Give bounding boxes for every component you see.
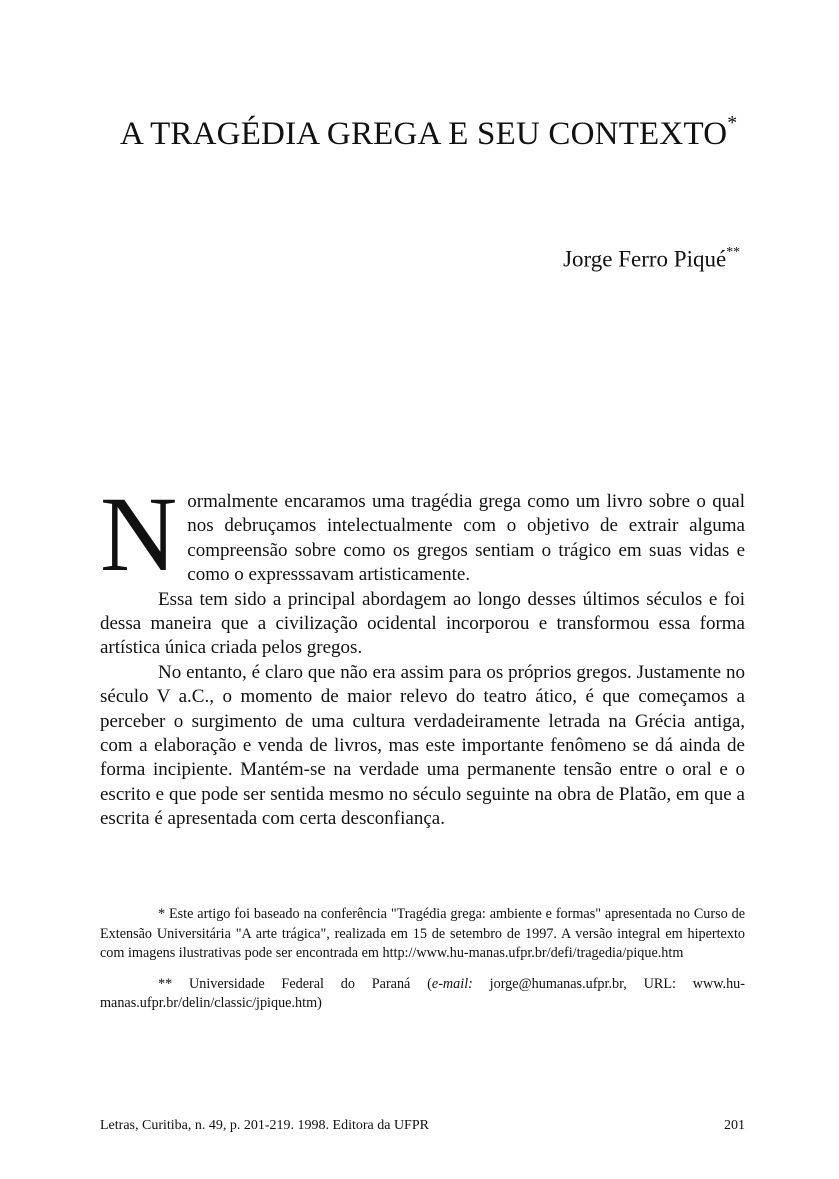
author-name [440,244,740,272]
paragraph-1-text: ormalmente encaramos uma tragédia grega como um livro sobre o qual nos debruçamos intelectualmente com o objetivo de extrair alguma compreensão sobre como os gregos sentiam o trágico em suas vidas e como o expresssavam artisticamente. [187,491,745,586]
journal-citation: Letras, Curitiba, n. 49, p. 201-219. 1998. Editora da UFPR [100,1118,429,1133]
footnote-1: * Este artigo foi baseado na conferência "Tragédia grega: ambiente e formas" apresentada no Curso de Extensão Universitária "A arte trágica", realizada em 15 de setembro de 1997. A versão integral em hipertexto com imagens ilustrativas pode ser encontrada em http://www.hu-manas.ufpr.br/defi/tragedia/pique.htm [100,906,745,961]
footnote-2 [100,975,745,1014]
page-footer [100,1118,745,1134]
paragraph-3: No entanto, é claro que não era assim para os próprios gregos. Justamente no século V a.C., o momento de maior relevo do teatro ático, é que começamos a perceber o surgimento de uma cultura verdadeiramente letrada na Grécia antiga, com a elaboração e venda de livros, mas este importante fenômeno se dá ainda de forma incipiente. Mantém-se na verdade uma permanente tensão entre o oral e o escrito e que pode ser sentida mesmo no século seguinte na obra de Platão, em que a escrita é apresentada com certa desconfiança. [100,661,745,830]
footnote-2-email-label: e-mail: [431,975,473,992]
author-footnote-mark: ** [726,244,740,259]
paragraph-1 [100,476,745,594]
title-text: A TRAGÉDIA GREGA E SEU CONTEXTO [120,115,728,152]
title-footnote-mark: * [727,112,738,134]
page-number: 201 [724,1118,745,1133]
footnote-2-suffix: jorge@humanas.ufpr.br, URL: www.hu-manas.ufpr.br/delin/classic/jpique.htm) [100,975,745,1011]
article-body [100,476,745,832]
footnote-2-prefix: ** Universidade Federal do Paraná ( [158,975,432,992]
author-text: Jorge Ferro Piqué [563,246,727,272]
paragraph-2: Essa tem sido a principal abordagem ao longo desses últimos séculos e foi dessa maneira que a civilização ocidental incorporou e transformou essa forma artística única criada pelos gregos. [100,588,745,659]
footnotes [100,905,745,1025]
drop-cap: N [100,476,178,594]
article-title [120,112,760,153]
